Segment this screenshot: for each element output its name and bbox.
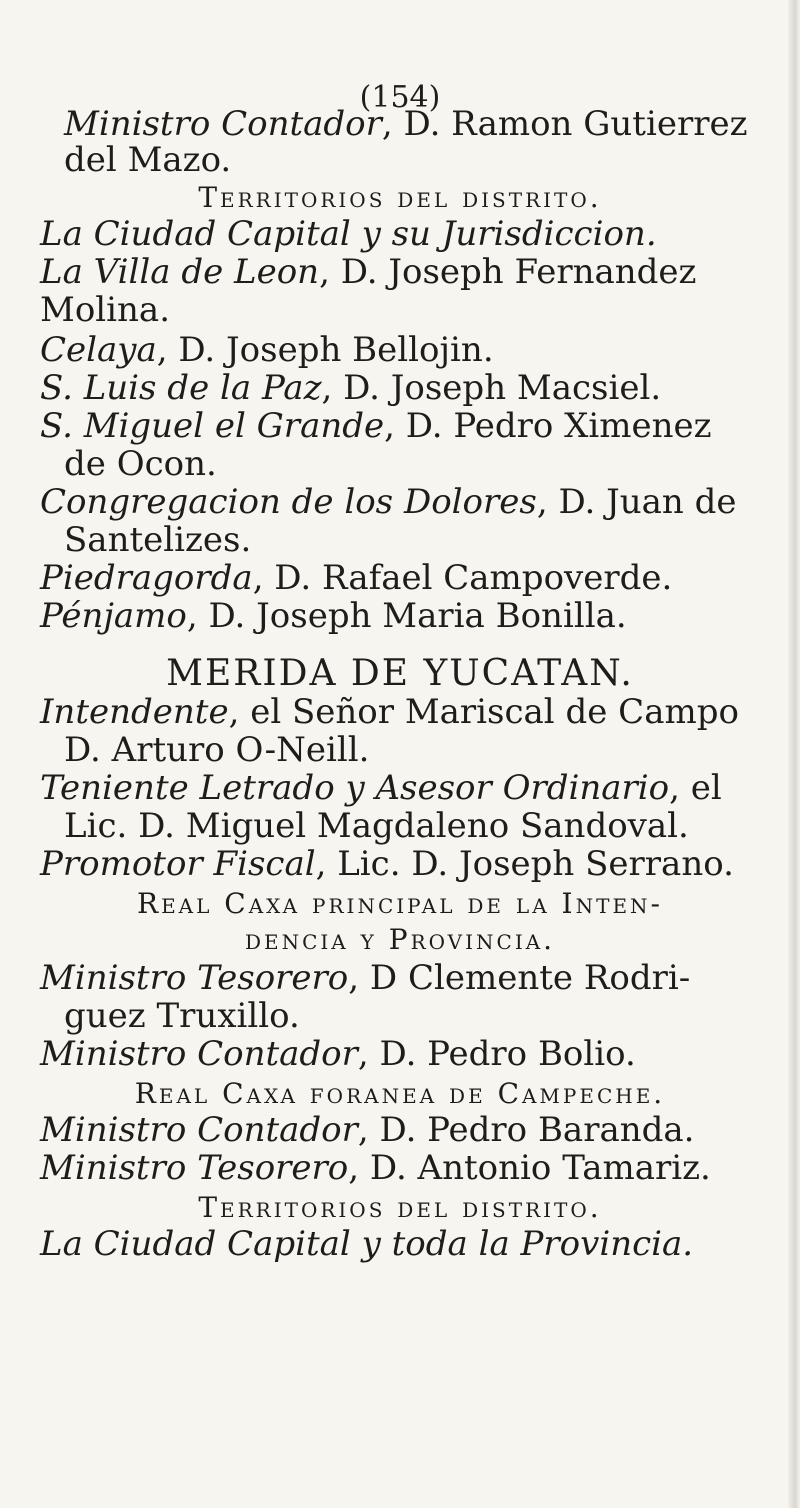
text-line: Molina. [40,290,171,330]
text-line: Ministro Contador, D. Pedro Baranda. [40,1110,695,1150]
section-heading: Territorios del distrito. [198,1191,602,1224]
text-line: Ministro Contador, D. Pedro Bolio. [40,1034,636,1074]
text-line: Promotor Fiscal, Lic. D. Joseph Serrano. [40,844,734,884]
text-line: Intendente, el Señor Mariscal de Campo [40,692,739,732]
text-line: La Ciudad Capital y su Jurisdiccion. [40,214,657,254]
text-line: La Ciudad Capital y toda la Provincia. [40,1224,694,1264]
page-edge [788,0,800,1508]
text-line: S. Miguel el Grande, D. Pedro Ximenez [40,406,712,446]
section-heading: Territorios del distrito. [198,181,602,214]
text-line: D. Arturo O-Neill. [64,730,370,770]
section-heading: Real Caxa foranea de Campeche. [134,1077,666,1110]
text-line: S. Luis de la Paz, D. Joseph Macsiel. [40,368,662,408]
text-line: Ministro Tesorero, D Clemente Rodri- [40,958,691,998]
text-line: Ministro Contador, D. Ramon Gutierrez [64,104,748,144]
section-heading: Real Caxa principal de la Inten- [136,887,664,920]
city-heading: MERIDA DE YUCATAN. [166,653,634,694]
text-line: del Mazo. [64,140,232,180]
text-line: Ministro Tesorero, D. Antonio Tamariz. [40,1148,711,1188]
text-line: Lic. D. Miguel Magdaleno Sandoval. [64,806,689,846]
text-line: Teniente Letrado y Asesor Ordinario, el [40,768,722,808]
text-line: Piedragorda, D. Rafael Campoverde. [40,558,673,598]
text-line: Congregacion de los Dolores, D. Juan de [40,482,737,522]
page-number: (154) [359,80,441,115]
text-line: Santelizes. [64,520,252,560]
text-line: Pénjamo, D. Joseph Maria Bonilla. [40,596,627,636]
text-line: guez Truxillo. [64,996,300,1036]
text-line: de Ocon. [64,444,217,484]
section-heading: dencia y Provincia. [244,923,556,956]
text-line: La Villa de Leon, D. Joseph Fernandez [40,252,697,292]
text-line: Celaya, D. Joseph Bellojin. [40,330,494,370]
